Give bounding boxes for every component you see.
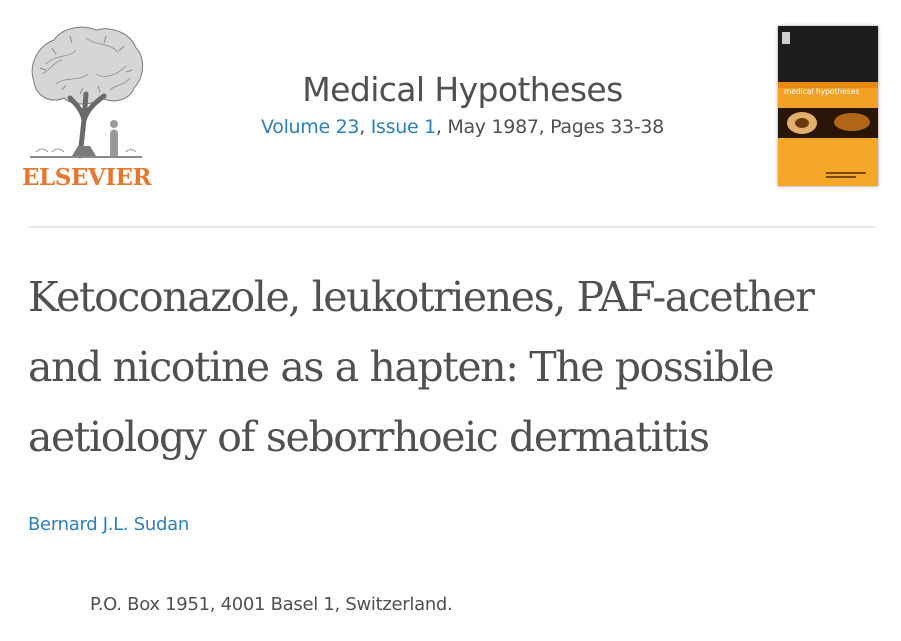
article-title: Ketoconazole, leukotrienes, PAF-acether and nicotine as a hapten: The possible aetiology of seborrhoeic dermatitis <box>28 273 814 461</box>
journal-title[interactable]: Medical Hypotheses <box>302 70 623 109</box>
journal-header <box>190 68 735 138</box>
volume-issue-separator: , <box>359 116 365 138</box>
elsevier-tree-icon <box>26 24 146 160</box>
journal-cover-thumbnail <box>778 26 878 186</box>
author-link[interactable]: Bernard J.L. Sudan <box>28 514 189 535</box>
issue-date-pages: , May 1987, Pages 33-38 <box>435 116 664 138</box>
publisher-logo[interactable] <box>22 24 150 194</box>
journal-issue-info <box>190 116 735 138</box>
journal-cover[interactable] <box>778 26 878 186</box>
publisher-name: ELSEVIER <box>22 164 152 191</box>
author-affiliation: P.O. Box 1951, 4001 Basel 1, Switzerland. <box>90 594 453 615</box>
header-divider <box>28 226 876 228</box>
cover-title: medical hypotheses <box>784 87 860 96</box>
issue-link[interactable]: Issue 1 <box>370 116 436 138</box>
volume-link[interactable]: Volume 23 <box>261 116 360 138</box>
